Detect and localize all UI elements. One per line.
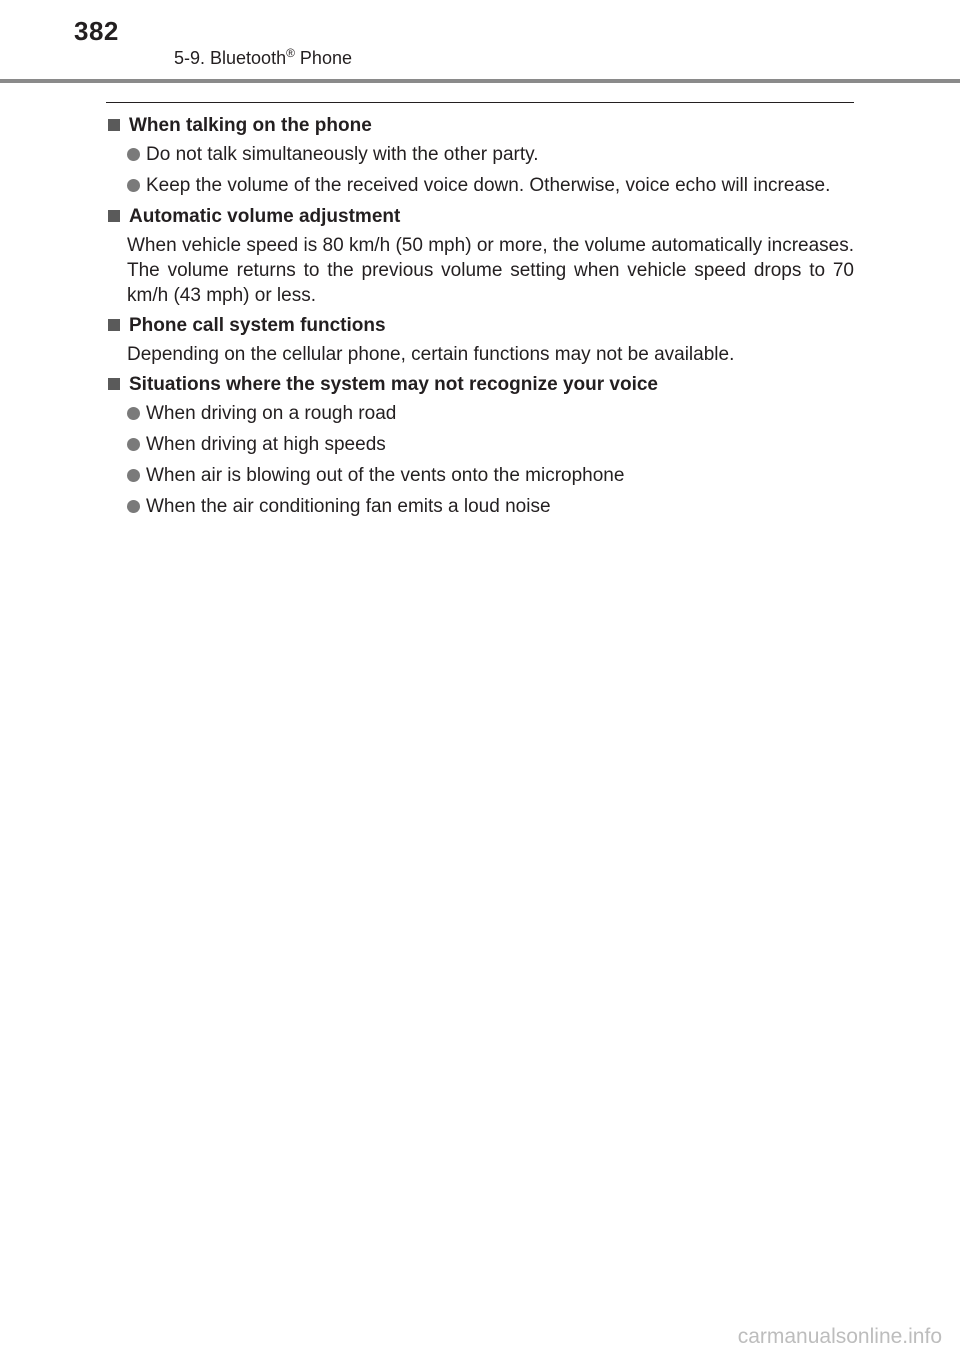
section-heading [106,313,854,338]
list-item-text: When air is blowing out of the vents onto the microphone [146,465,625,486]
section-talking [106,113,854,198]
circle-bullet-icon [127,179,140,192]
circle-bullet-icon [127,469,140,482]
circle-bullet-icon [127,438,140,451]
registered-mark: ® [286,46,295,60]
square-bullet-icon [108,378,120,390]
content-divider [106,102,854,103]
page-header [0,0,960,84]
circle-bullet-icon [127,500,140,513]
list-item-text: Keep the volume of the received voice down. Otherwise, voice echo will increase. [146,175,831,196]
square-bullet-icon [108,319,120,331]
list-item-text: When driving on a rough road [146,403,397,424]
list-item [106,432,854,457]
list-item [106,401,854,426]
section-title [174,48,352,69]
square-bullet-icon [108,119,120,131]
square-bullet-icon [108,210,120,222]
heading-text: Phone call system functions [129,315,386,336]
section-heading [106,204,854,229]
list-item [106,494,854,519]
section-paragraph: Depending on the cellular phone, certain functions may not be available. [127,344,735,365]
heading-text: Situations where the system may not recognize your voice [129,374,658,395]
circle-bullet-icon [127,407,140,420]
list-item [106,173,854,198]
list-item [106,463,854,488]
header-rule [0,79,960,83]
list-item-text: Do not talk simultaneously with the other party. [146,144,539,165]
circle-bullet-icon [127,148,140,161]
page-content [106,113,854,525]
heading-text: When talking on the phone [129,115,372,136]
watermark: carmanualsonline.info [737,1325,942,1348]
section-heading [106,113,854,138]
section-paragraph: When vehicle speed is 80 km/h (50 mph) or more, the volume automatically increases. The volume returns to the previous volume setting when vehicle speed drops to 70 km/h (43 mph) or less. [127,235,854,306]
list-item-text: When the air conditioning fan emits a loud noise [146,496,551,517]
section-title-prefix: 5-9. Bluetooth [174,48,287,68]
section-voice [106,372,854,519]
section-heading [106,372,854,397]
section-volume [106,204,854,308]
list-item-text: When driving at high speeds [146,434,386,455]
section-functions [106,313,854,367]
heading-text: Automatic volume adjustment [129,206,401,227]
page-number: 382 [74,16,119,46]
list-item [106,142,854,167]
section-title-suffix: Phone [294,48,352,68]
